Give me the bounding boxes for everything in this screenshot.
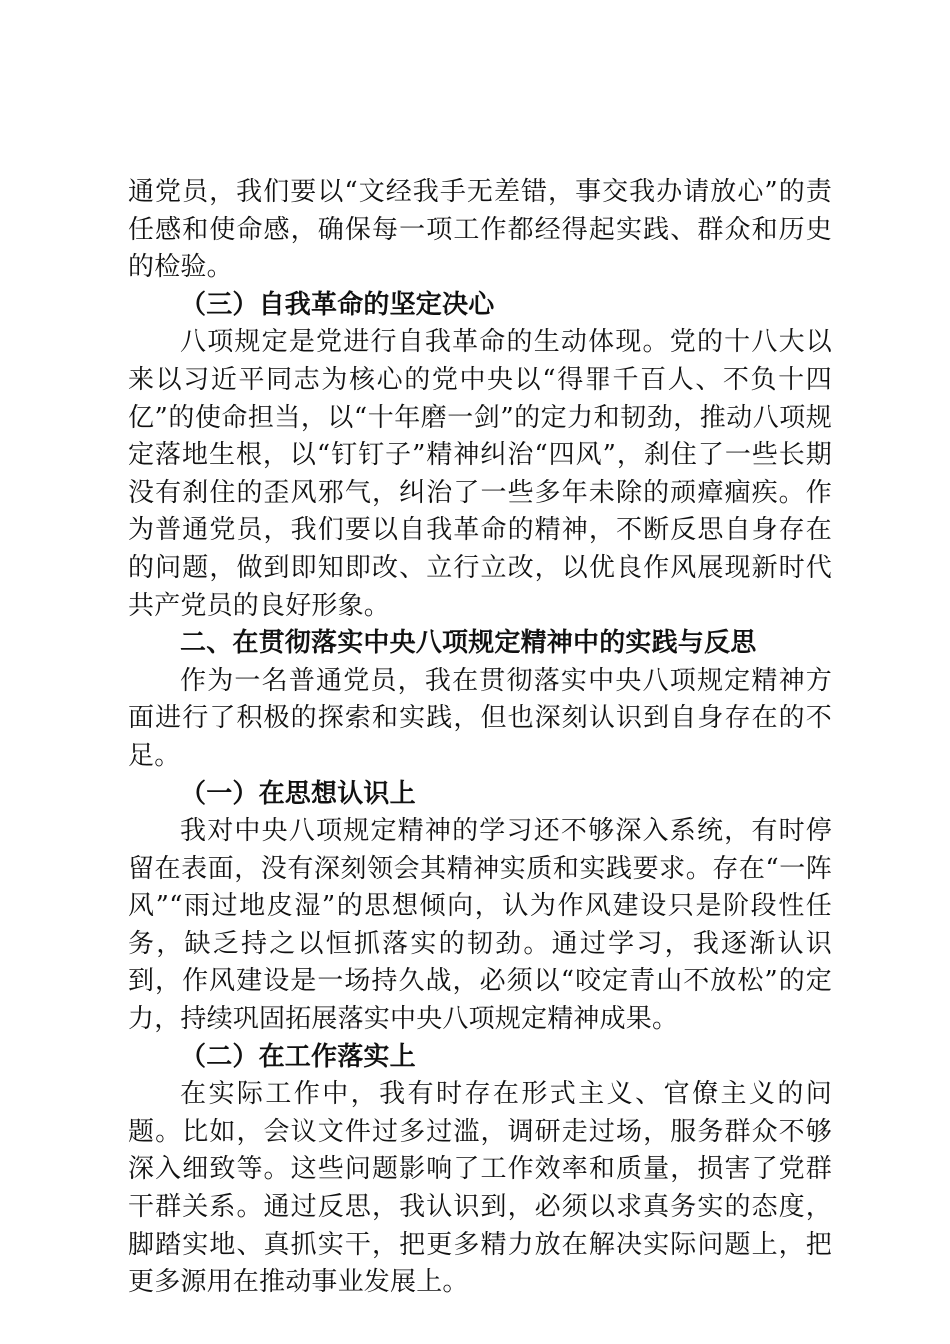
- paragraph-continuation: 通党员，我们要以“文经我手无差错，事交我办请放心”的责任感和使命感，确保每一项工作都经得起实践、群众和历史的检验。: [128, 177, 832, 283]
- document-body: [128, 174, 832, 1302]
- paragraph-intro: 作为一名普通党员，我在贯彻落实中央八项规定精神方面进行了积极的探索和实践，但也深刻认识到自身存在的不足。: [128, 665, 832, 771]
- chapter-heading-2: 二、在贯彻落实中央八项规定精神中的实践与反思: [180, 628, 757, 659]
- section-heading-3: （三）自我革命的坚定决心: [180, 289, 495, 320]
- paragraph-work: 在实际工作中，我有时存在形式主义、官僚主义的问题。比如，会议文件过多过滥，调研走过场，服务群众不够深入细致等。这些问题影响了工作效率和质量，损害了党群干群关系。通过反思，我认识到，必须以求真务实的态度，脚踏实地、真抓实干，把更多精力放在解决实际问题上，把更多源用在推动事业发展上。: [128, 1079, 832, 1298]
- paragraph-self-revolution: 八项规定是党进行自我革命的生动体现。党的十八大以来以习近平同志为核心的党中央以“得罪千百人、不负十四亿”的使命担当，以“十年磨一剑”的定力和韧劲，推动八项规定落地生根，以“钉钉子”精神纠治“四风”，刹住了一些长期没有刹住的歪风邪气，纠治了一些多年未除的顽瘴痼疾。作为普通党员，我们要以自我革命的精神，不断反思自身存在的问题，做到即知即改、立行立改，以优良作风展现新时代共产党员的良好形象。: [128, 327, 832, 621]
- paragraph-thought: 我对中央八项规定精神的学习还不够深入系统，有时停留在表面，没有深刻领会其精神实质和实践要求。存在“一阵风”“雨过地皮湿”的思想倾向，认为作风建设只是阶段性任务，缺乏持之以恒抓落实的韧劲。通过学习，我逐渐认识到，作风建设是一场持久战，必须以“咬定青山不放松”的定力，持续巩固拓展落实中央八项规定精神成果。: [128, 816, 832, 1035]
- section-heading-1: （一）在思想认识上: [180, 778, 416, 809]
- section-heading-2: （二）在工作落实上: [180, 1041, 416, 1072]
